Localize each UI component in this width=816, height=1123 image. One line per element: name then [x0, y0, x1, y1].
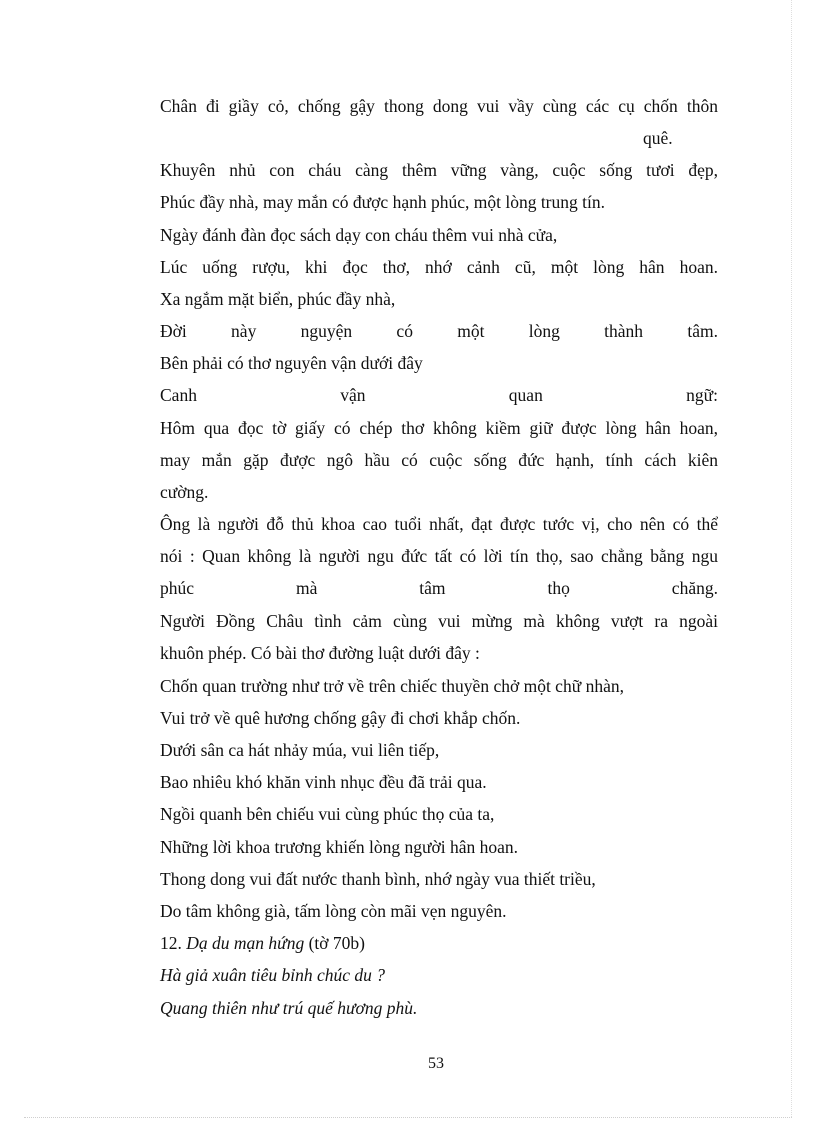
- word: tâm: [419, 578, 446, 598]
- word: tâm.: [687, 321, 718, 341]
- word: nguyện: [300, 321, 353, 341]
- text-line: Ngồi quanh bên chiếu vui cùng phúc thọ của ta,: [160, 804, 495, 824]
- page-number: 53: [428, 1055, 444, 1072]
- text-line-justified: [160, 577, 718, 599]
- text-line: nói : Quan không là người ngu đức tất có lời tín thọ, sao chẳng bằng ngu: [160, 546, 718, 566]
- page-edge-bottom: [24, 1117, 792, 1118]
- text-line: Lúc uống rượu, khi đọc thơ, nhớ cảnh cũ, một lòng hân hoan.: [160, 257, 718, 277]
- text-line: Thong dong vui đất nước thanh bình, nhớ ngày vua thiết triều,: [160, 869, 596, 889]
- poem-line: Hà giả xuân tiêu bỉnh chúc du ?: [160, 965, 386, 985]
- word: này: [231, 321, 257, 341]
- word: một: [457, 321, 485, 341]
- word: phúc: [160, 578, 195, 598]
- text-line: Bao nhiêu khó khăn vinh nhục đều đã trải qua.: [160, 772, 487, 792]
- text-line: Chân đi giầy cỏ, chống gậy thong dong vui vầy cùng các cụ chốn thôn: [160, 96, 718, 116]
- text-line: cường.: [160, 482, 209, 502]
- text-line: Ngày đánh đàn đọc sách dạy con cháu thêm vui nhà cửa,: [160, 225, 558, 245]
- text-line: Ông là người đỗ thủ khoa cao tuổi nhất, đạt được tước vị, cho nên có thể: [160, 514, 718, 534]
- text-line: Xa ngắm mặt biển, phúc đầy nhà,: [160, 289, 396, 309]
- poem-line: Quang thiên như trú quế hương phù.: [160, 998, 418, 1018]
- text-line-justified: [160, 384, 718, 406]
- text-line: Phúc đầy nhà, may mắn có được hạnh phúc, một lòng trung tín.: [160, 192, 605, 212]
- word: thọ: [547, 578, 570, 598]
- text-line: Hôm qua đọc tờ giấy có chép thơ không kiềm giữ được lòng hân hoan,: [160, 418, 718, 438]
- word: có: [396, 321, 413, 341]
- section-number: 12.: [160, 933, 182, 953]
- poem-title: Dạ du mạn hứng: [186, 933, 305, 953]
- word: Đời: [160, 321, 187, 341]
- text-line: may mắn gặp được ngô hầu có cuộc sống đức hạnh, tính cách kiên: [160, 450, 718, 470]
- word: mà: [295, 578, 318, 598]
- word: chăng.: [671, 578, 718, 598]
- text-line: Vui trở về quê hương chống gậy đi chơi khắp chốn.: [160, 708, 521, 728]
- word: vận: [340, 385, 366, 405]
- text-line: Do tâm không già, tấm lòng còn mãi vẹn nguyên.: [160, 901, 507, 921]
- word: thành: [604, 321, 644, 341]
- text-line: khuôn phép. Có bài thơ đường luật dưới đây :: [160, 643, 480, 663]
- word: quan: [508, 385, 543, 405]
- section-heading: [160, 932, 718, 954]
- text-line: Dưới sân ca hát nhảy múa, vui liên tiếp,: [160, 740, 440, 760]
- text-line: Những lời khoa trương khiến lòng người hân hoan.: [160, 837, 519, 857]
- text-line: quê.: [643, 128, 673, 148]
- text-line: Bên phải có thơ nguyên vận dưới đây: [160, 353, 423, 373]
- word: lòng: [528, 321, 560, 341]
- text-line-justified: [160, 320, 718, 342]
- text-line: Chốn quan trường như trở về trên chiếc thuyền chở một chữ nhàn,: [160, 676, 624, 696]
- page-edge-right: [791, 0, 792, 1117]
- text-line: Khuyên nhủ con cháu càng thêm vững vàng, cuộc sống tươi đẹp,: [160, 160, 718, 180]
- word: ngữ:: [686, 385, 718, 405]
- text-line: Người Đồng Châu tình cảm cùng vui mừng mà không vượt ra ngoài: [160, 611, 718, 631]
- word: Canh: [160, 385, 197, 405]
- folio-reference: (tờ 70b): [308, 933, 365, 953]
